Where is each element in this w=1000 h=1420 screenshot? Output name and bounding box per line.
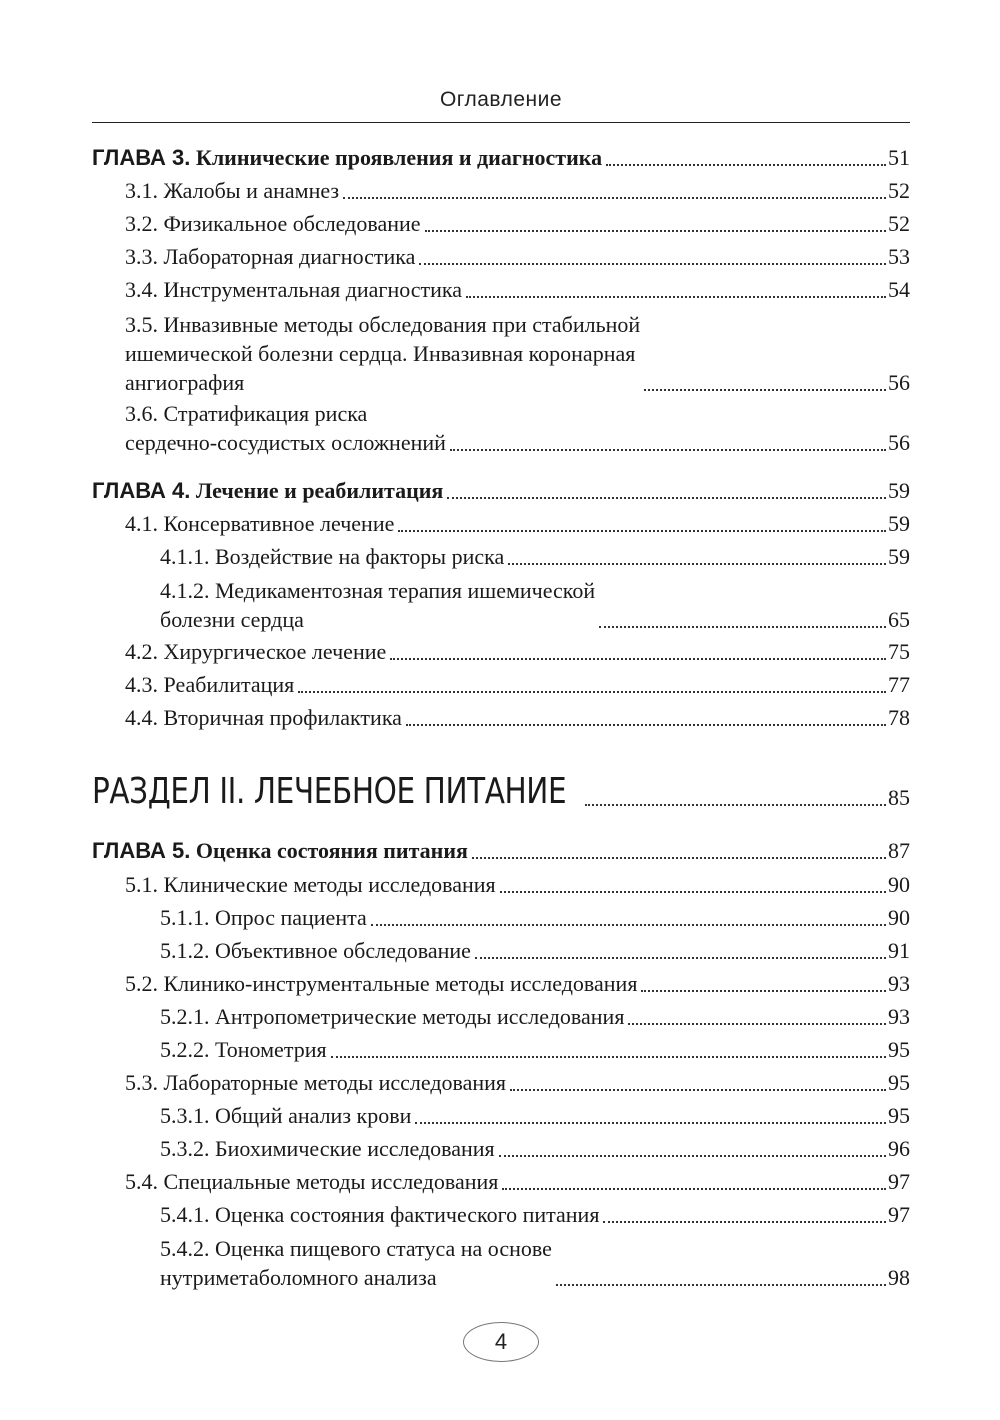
page-ref: 95 [888, 1070, 910, 1095]
page-ref: 97 [888, 1169, 910, 1194]
title-line: 5.4.2. Оценка пищевого статуса на основе [160, 1236, 552, 1261]
dot-leader [371, 923, 886, 926]
toc-entry-4-4[interactable] [125, 703, 910, 732]
toc-entry-5-4-1[interactable] [160, 1200, 910, 1229]
page-ref: 87 [888, 838, 910, 863]
toc-entry-4-1[interactable] [125, 509, 910, 538]
toc-entry-5-4[interactable] [125, 1167, 910, 1196]
page-ref: 78 [888, 705, 910, 730]
dot-leader [502, 1187, 886, 1190]
page-ref: 96 [888, 1136, 910, 1161]
title-line: болезни сердца [160, 607, 304, 632]
toc-entry-title: 5.3.2. Биохимические исследования [160, 1136, 495, 1161]
chapter-title: Оценка состояния питания [195, 838, 468, 863]
chapter-label: ГЛАВА 3. [92, 145, 191, 170]
toc-entry-5-4-2[interactable] [160, 1234, 910, 1292]
dot-leader [447, 496, 886, 499]
toc-entry-5-2-2[interactable] [160, 1035, 910, 1064]
page-ref: 59 [888, 478, 910, 503]
toc-entry-3-2[interactable] [125, 209, 910, 238]
chapter-title: Лечение и реабилитация [195, 478, 444, 503]
title-line: сердечно-сосудистых осложнений [125, 430, 446, 455]
toc-entry-4-1-2[interactable] [160, 576, 910, 634]
toc-entry-title: 5.2.2. Тонометрия [160, 1037, 327, 1062]
page-ref: 90 [888, 905, 910, 930]
toc-entry-5-3-1[interactable] [160, 1101, 910, 1130]
page-ref: 75 [888, 639, 910, 664]
dot-leader [510, 1088, 886, 1091]
page-ref: 56 [888, 430, 910, 455]
dot-leader [628, 1022, 886, 1025]
toc-entry-title: 3.4. Инструментальная диагностика [125, 277, 463, 302]
toc-entry-title: 3.3. Лабораторная диагностика [125, 244, 416, 269]
page-ref: 51 [888, 145, 910, 170]
toc-entry-title [125, 310, 640, 397]
dot-leader [644, 388, 886, 391]
dot-leader [390, 657, 886, 660]
dot-leader [508, 562, 886, 565]
chapter-title: Клинические проявления и диагностика [195, 145, 603, 170]
page-header-title: Оглавление [439, 88, 563, 111]
dot-leader [475, 956, 886, 959]
page-ref: 95 [888, 1037, 910, 1062]
toc-entry-title [92, 143, 602, 172]
toc-entry-3-6[interactable] [125, 399, 910, 457]
toc-entry-3-1[interactable] [125, 176, 910, 205]
toc-entry-5-2[interactable] [125, 969, 910, 998]
toc-entry-title: 5.2.1. Антропометрические методы исследования [160, 1004, 625, 1029]
toc-entry-title: 4.1. Консервативное лечение [125, 511, 395, 536]
toc-entry-4-2[interactable] [125, 637, 910, 666]
dot-leader [343, 196, 886, 199]
title-line: 4.1.2. Медикаментозная терапия ишемической [160, 578, 596, 603]
toc-entry-title: 5.3. Лабораторные методы исследования [125, 1070, 507, 1095]
dot-leader [556, 1283, 886, 1286]
dot-leader [606, 163, 886, 166]
title-line: 3.6. Стратификация риска [125, 401, 368, 426]
toc-entry-3-5[interactable] [125, 310, 910, 397]
toc-entry-title [125, 399, 446, 457]
page-ref: 98 [888, 1265, 910, 1290]
dot-leader [415, 1121, 886, 1124]
page-ref: 53 [888, 244, 910, 269]
dot-leader [331, 1055, 886, 1058]
toc-entry-title [160, 576, 595, 634]
toc-entry-title: 5.4.1. Оценка состояния фактического питания [160, 1202, 600, 1227]
toc-chapter-4[interactable] [92, 476, 910, 505]
toc-entry-title [160, 1234, 552, 1292]
chapter-label: ГЛАВА 4. [92, 478, 191, 503]
page-ref: 90 [888, 872, 910, 897]
toc-entry-title: 5.2. Клинико-инструментальные методы исследования [125, 971, 638, 996]
toc-entry-title: 3.2. Физикальное обследование [125, 211, 421, 236]
dot-leader [298, 690, 886, 693]
dot-leader [406, 723, 886, 726]
page-number: 4 [463, 1322, 539, 1362]
dot-leader [599, 625, 886, 628]
toc-entry-5-2-1[interactable] [160, 1002, 910, 1031]
dot-leader [450, 448, 886, 451]
toc-entry-title: 5.1.1. Опрос пациента [160, 905, 367, 930]
page-ref: 93 [888, 1004, 910, 1029]
toc-entry-title: 5.4. Специальные методы исследования [125, 1169, 499, 1194]
page-ref: 65 [888, 607, 910, 632]
dot-leader [500, 890, 886, 893]
dot-leader [585, 803, 886, 806]
toc-entry-5-3-2[interactable] [160, 1134, 910, 1163]
toc-entry-title: 3.1. Жалобы и анамнез [125, 178, 340, 203]
title-line: ишемической болезни сердца. Инвазивная коронарная [125, 341, 636, 366]
page-ref: 59 [888, 544, 910, 569]
toc-entry-title [92, 836, 468, 865]
page-ref: 52 [888, 178, 910, 203]
page-ref: 56 [888, 370, 910, 395]
toc-entry-5-1-2[interactable] [160, 936, 910, 965]
title-line: 3.5. Инвазивные методы обследования при стабильной [125, 312, 641, 337]
header-rule [92, 122, 910, 123]
dot-leader [425, 229, 886, 232]
page-ref: 95 [888, 1103, 910, 1128]
title-line: нутриметаболомного анализа [160, 1265, 437, 1290]
toc-entry-3-4[interactable] [125, 275, 910, 304]
toc-part-2[interactable] [92, 772, 910, 812]
toc-entry-4-1-1[interactable] [160, 542, 910, 571]
toc-part-title: РАЗДЕЛ II. ЛЕЧЕБНОЕ ПИТАНИЕ [92, 771, 567, 812]
toc-entry-3-3[interactable] [125, 242, 910, 271]
page-ref: 59 [888, 511, 910, 536]
chapter-label: ГЛАВА 5. [92, 838, 191, 863]
page-ref: 52 [888, 211, 910, 236]
dot-leader [499, 1154, 886, 1157]
toc-entry-5-3[interactable] [125, 1068, 910, 1097]
page-ref: 97 [888, 1202, 910, 1227]
toc-entry-title: 4.2. Хирургическое лечение [125, 639, 387, 664]
toc-entry-title: 5.1. Клинические методы исследования [125, 872, 496, 897]
dot-leader [603, 1220, 886, 1223]
dot-leader [466, 295, 886, 298]
page-ref: 91 [888, 938, 910, 963]
dot-leader [641, 989, 886, 992]
toc-entry-5-1[interactable] [125, 870, 910, 899]
page-ref: 93 [888, 971, 910, 996]
toc-entry-5-1-1[interactable] [160, 903, 910, 932]
toc-entry-title: 5.1.2. Объективное обследование [160, 938, 471, 963]
dot-leader [419, 262, 886, 265]
toc-chapter-5[interactable] [92, 836, 910, 865]
page-ref: 54 [888, 277, 910, 302]
toc-entry-title: 4.4. Вторичная профилактика [125, 705, 402, 730]
toc-entry-title: 5.3.1. Общий анализ крови [160, 1103, 412, 1128]
page-ref: 77 [888, 672, 910, 697]
page-ref: 85 [888, 785, 910, 810]
toc-entry-4-3[interactable] [125, 670, 910, 699]
toc-entry-title: 4.1.1. Воздействие на факторы риска [160, 544, 505, 569]
toc-entry-title: 4.3. Реабилитация [125, 672, 295, 697]
toc-chapter-3[interactable] [92, 143, 910, 172]
dot-leader [398, 529, 886, 532]
dot-leader [472, 856, 886, 859]
title-line: ангиография [125, 370, 245, 395]
toc-entry-title [92, 476, 443, 505]
